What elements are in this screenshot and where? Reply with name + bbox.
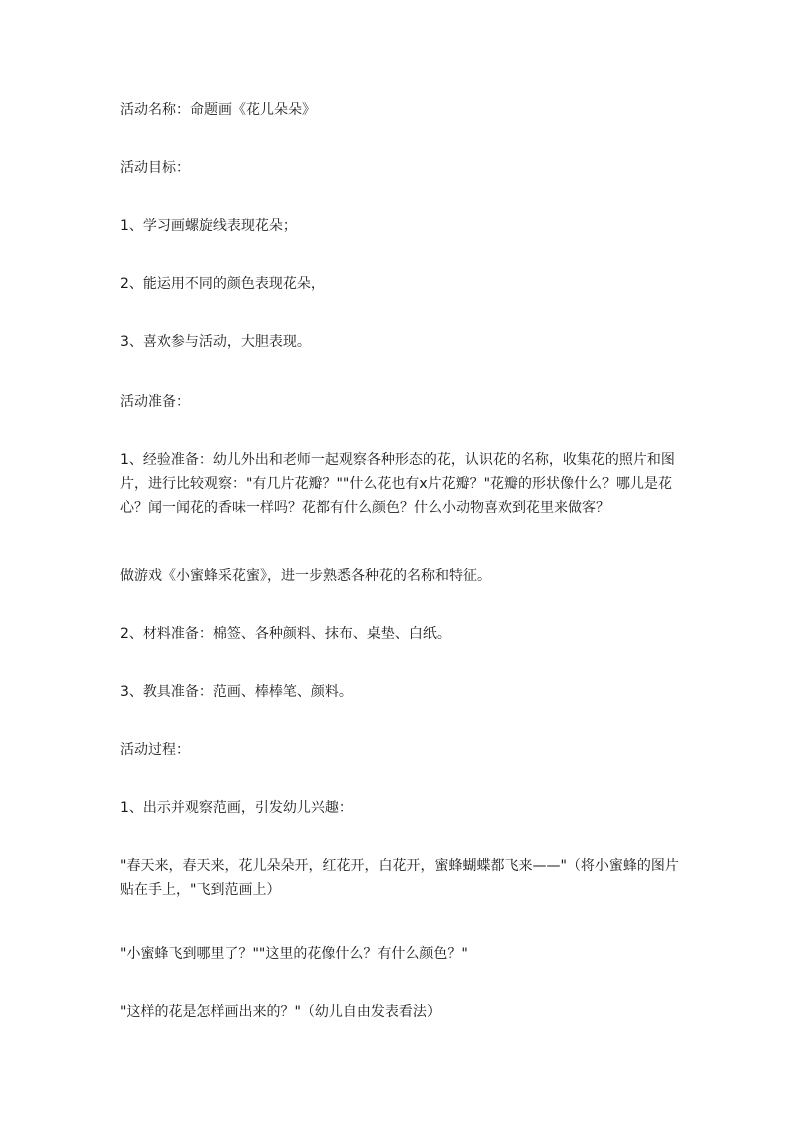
activity-name: 活动名称：命题画《花儿朵朵》 xyxy=(120,102,316,118)
process-item-1: 1、出示并观察范画，引发幼儿兴趣： xyxy=(120,800,353,816)
goal-item-1: 1、学习画螺旋线表现花朵； xyxy=(120,218,297,234)
game-paragraph: 做游戏《小蜜蜂采花蜜》，进一步熟悉各种花的名称和特征。 xyxy=(120,568,491,584)
process-heading: 活动过程： xyxy=(120,742,190,758)
goals-heading: 活动目标： xyxy=(120,160,190,176)
preparation-item-2: 2、材料准备：棉签、各种颜料、抹布、桌垫、白纸。 xyxy=(120,626,451,642)
question-paragraph-1: "小蜜蜂飞到哪里了？""这里的花像什么？有什么颜色？" xyxy=(120,946,468,962)
question-paragraph-2: "这样的花是怎样画出来的？"（幼儿自由发表看法） xyxy=(120,1004,441,1020)
preparation-heading: 活动准备： xyxy=(120,394,190,410)
preparation-item-3: 3、教具准备：范画、棒棒笔、颜料。 xyxy=(120,684,353,700)
goal-item-2: 2、能运用不同的颜色表现花朵， xyxy=(120,276,325,292)
preparation-item-1: 1、经验准备：幼儿外出和老师一起观察各种形态的花，认识花的名称，收集花的照片和图片，进行比较观察："有几片花瓣？""什么花也有x片花瓣？"花瓣的形状像什么？哪儿是花心？闻一闻花的香味一样吗？花都有什么颜色？什么小动物喜欢到花里来做客？ xyxy=(120,452,675,516)
goal-item-3: 3、喜欢参与活动，大胆表现。 xyxy=(120,334,311,350)
rhyme-paragraph: "春天来，春天来，花儿朵朵开，红花开，白花开，蜜蜂蝴蝶都飞来——"（将小蜜蜂的图片贴在手上，"飞到范画上） xyxy=(120,858,679,898)
